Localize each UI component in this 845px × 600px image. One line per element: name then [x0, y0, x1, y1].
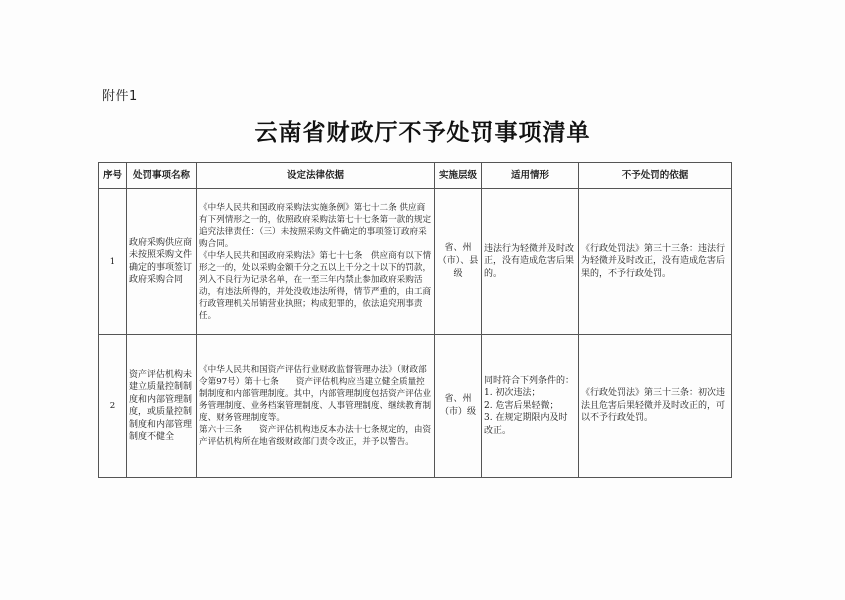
cell-applicable: [482, 189, 579, 335]
cell-level: 省、州（市）级: [435, 335, 482, 478]
non-penalty-items-table: [98, 162, 732, 478]
cell-legal-basis: [197, 335, 435, 478]
cell-level: 省、州（市）、县级: [435, 189, 482, 335]
applicable-line: 2. 危害后果轻微；: [484, 400, 559, 411]
table-row: [99, 189, 732, 335]
cell-item-name: 资产评估机构未建立质量控制制度和内部管理制度，或质量控制制度和内部管理制度不健全: [127, 335, 197, 478]
legal-basis-paragraph: 《中华人民共和国政府采购法》第七十七条 供应商有以下情形之一的，处以采购金额千分之五以上千分之十以下的罚款，列入不良行为记录名单，在一至三年内禁止参加政府采购活动，有违法所得的，并处没收违法所得，情节严重的，由工商行政管理机关吊销营业执照；构成犯罪的，依法追究刑事责任。: [199, 250, 432, 321]
table-row: [99, 335, 732, 478]
cell-legal-basis: [197, 189, 435, 335]
cell-exemption-basis: 《行政处罚法》第三十三条：违法行为轻微并及时改正，没有造成危害后果的，不予行政处罚。: [579, 189, 732, 335]
document-title: 云南省财政厅不予处罚事项清单: [254, 119, 591, 146]
applicable-line: 违法行为轻微并及时改正，没有造成危害后果的。: [484, 243, 575, 279]
cell-exemption-basis: 《行政处罚法》第三十三条：初次违法且危害后果轻微并及时改正的，可以不予行政处罚。: [579, 335, 732, 478]
header-legal-basis: 设定法律依据: [197, 163, 435, 189]
applicable-line: 3. 在规定期限内及时改正。: [484, 413, 568, 436]
cell-no: 2: [99, 335, 127, 478]
applicable-line: 同时符合下列条件的：: [484, 375, 575, 386]
legal-basis-paragraph: 第六十三条 资产评估机构违反本办法十七条规定的，由资产评估机构所在地省级财政部门责令改正，并予以警告。: [199, 425, 432, 447]
header-exemption-basis: 不予处罚的依据: [579, 163, 732, 189]
cell-item-name: 政府采购供应商未按照采购文件确定的事项签订政府采购合同: [127, 189, 197, 335]
attachment-label: 附件1: [102, 89, 138, 104]
header-item-name: 处罚事项名称: [127, 163, 197, 189]
cell-no: 1: [99, 189, 127, 335]
header-level: 实施层级: [435, 163, 482, 189]
applicable-line: 1. 初次违法；: [484, 388, 541, 399]
table-header-row: [99, 163, 732, 189]
header-no: 序号: [99, 163, 127, 189]
cell-applicable: [482, 335, 579, 478]
legal-basis-paragraph: 《中华人民共和国政府采购法实施条例》第七十二条 供应商有下列情形之一的，依照政府采购法第七十七条第一款的规定追究法律责任：（三）未按照采购文件确定的事项签订政府采购合同。: [199, 202, 432, 249]
header-applicable: 适用情形: [482, 163, 579, 189]
legal-basis-paragraph: 《中华人民共和国资产评估行业财政监督管理办法》（财政部令第97号）第十七条 资产评估机构应当建立健全质量控制制度和内部管理制度。其中，内部管理制度包括资产评估业务管理制度、业务档案管理制度、人事管理制度、继续教育制度、财务管理制度等。: [199, 365, 432, 423]
